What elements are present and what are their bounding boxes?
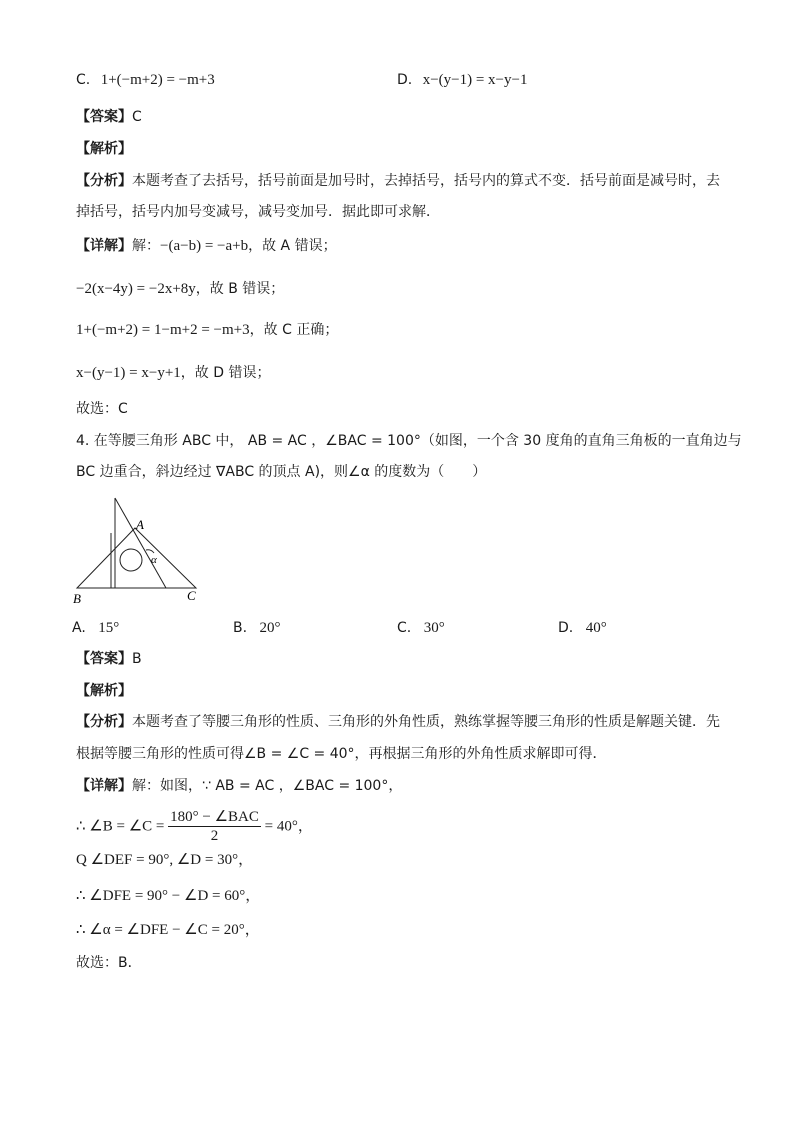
q3-fenxi-text1: 本题考查了去括号，括号前面是加号时，去掉括号，括号内的算式不变．括号前面是减号时，去	[132, 173, 720, 189]
q4-option-b-value: 20°	[259, 620, 281, 636]
q4-step4-text: ∴ ∠DFE = 90° − ∠D = 60°，	[76, 888, 261, 904]
q4-step1-text: 解：如图，∵ AB = AC ，∠BAC = 100°，	[132, 778, 403, 794]
q4-option-a	[72, 618, 119, 638]
q4-step5	[76, 920, 260, 940]
q3-conclusion	[76, 399, 128, 419]
q3-step2-expr: −2(x−4y) = −2x+8y	[76, 281, 196, 297]
label-a: A	[136, 517, 144, 532]
q3-step4	[76, 363, 270, 383]
label-c: C	[187, 588, 196, 603]
q4-conclusion	[76, 953, 142, 973]
q4-fenxi-line2	[76, 744, 607, 764]
q4-conclusion-text: 故选：B．	[76, 955, 142, 971]
set-square-hole	[120, 549, 142, 571]
q4-answer-tag: 【答案】	[76, 651, 132, 667]
q4-option-d-label: D.	[558, 620, 574, 636]
q3-fenxi-line2	[76, 202, 440, 222]
q3-step1-text: ，故 A 错误；	[248, 238, 337, 254]
label-alpha: α	[151, 554, 157, 566]
q4-stem-line1	[76, 431, 742, 451]
q4-step2-fraction	[168, 808, 261, 845]
q3-step1-prefix: 解：	[132, 238, 160, 254]
q4-fenxi-line1	[76, 712, 720, 732]
triangle-abc	[77, 528, 196, 588]
label-b: B	[73, 591, 81, 606]
q3-step3	[76, 320, 338, 340]
q3-option-d-label: D.	[397, 72, 413, 88]
q3-analysis-tag: 【解析】	[76, 141, 132, 157]
q4-answer	[76, 649, 142, 669]
q4-step5-text: ∴ ∠α = ∠DFE − ∠C = 20°，	[76, 922, 260, 938]
q3-xiangjie-tag: 【详解】	[76, 238, 132, 254]
q4-stem-line2	[76, 462, 486, 482]
q4-step2-suffix: = 40°，	[260, 818, 313, 835]
q4-option-d	[558, 618, 607, 638]
q4-fenxi-tag: 【分析】	[76, 714, 132, 730]
q4-answer-value: B	[132, 651, 142, 667]
q4-step3	[76, 850, 253, 870]
q4-step1	[76, 776, 402, 796]
q4-option-a-value: 15°	[98, 620, 120, 636]
q3-step2	[76, 279, 284, 299]
q3-step1-expr: −(a−b) = −a+b	[160, 238, 249, 254]
q3-option-c-expr: 1+(−m+2) = −m+3	[100, 72, 215, 88]
q3-fenxi-text2: 掉括号，括号内加号变减号，减号变加号．据此即可求解．	[76, 204, 440, 220]
q3-analysis-heading	[76, 139, 132, 159]
q4-figure	[70, 493, 210, 608]
q4-stem-text1: 4. 在等腰三角形 ABC 中， AB = AC ，∠BAC = 100°（如图，一个含 30 度角的直角三角板的一直角边与	[76, 433, 742, 449]
q4-stem-text2: BC 边重合，斜边经过 ∇ABC 的顶点 A)，则∠α 的度数为（ ）	[76, 464, 487, 480]
q4-fenxi-text2: 根据等腰三角形的性质可得∠B = ∠C = 40°，再根据三角形的外角性质求解即可得．	[76, 746, 607, 762]
q3-step3-text: ，故 C 正确；	[249, 322, 339, 338]
q3-step4-text: ，故 D 错误；	[180, 365, 271, 381]
q4-step3-text: Q ∠DEF = 90°, ∠D = 30°，	[76, 852, 254, 868]
q4-option-a-label: A.	[72, 620, 86, 636]
q3-option-c	[76, 70, 215, 90]
q4-step2-denominator: 2	[210, 828, 219, 844]
q3-answer-tag: 【答案】	[76, 109, 132, 125]
q3-answer-value: C	[132, 109, 142, 125]
q3-fenxi-line1	[76, 171, 720, 191]
q4-step2	[76, 808, 313, 845]
q4-fenxi-text1: 本题考查了等腰三角形的性质、三角形的外角性质，熟练掌握等腰三角形的性质是解题关键．先	[132, 714, 720, 730]
q3-step1	[76, 236, 337, 256]
q4-option-d-value: 40°	[585, 620, 607, 636]
q3-option-d	[397, 70, 527, 90]
q4-step4	[76, 886, 260, 906]
q3-step3-expr: 1+(−m+2) = 1−m+2 = −m+3	[76, 322, 250, 338]
q4-analysis-heading	[76, 681, 132, 701]
q4-xiangjie-tag: 【详解】	[76, 778, 132, 794]
q4-option-c-value: 30°	[423, 620, 445, 636]
set-square-hypotenuse	[115, 498, 166, 588]
q3-option-d-expr: x−(y−1) = x−y−1	[422, 72, 528, 88]
q4-option-c-label: C.	[397, 620, 412, 636]
q4-step2-numerator: 180° − ∠BAC	[170, 809, 259, 825]
q3-option-c-label: C.	[76, 72, 91, 88]
q3-step2-text: ，故 B 错误；	[195, 281, 285, 297]
q4-option-b	[233, 618, 281, 638]
q4-option-c	[397, 618, 445, 638]
q3-fenxi-tag: 【分析】	[76, 173, 132, 189]
q3-step4-expr: x−(y−1) = x−y+1	[76, 365, 181, 381]
q3-conclusion-text: 故选：C	[76, 401, 128, 417]
alpha-angle-arc	[146, 550, 154, 553]
q4-option-b-label: B.	[233, 620, 248, 636]
q4-analysis-tag: 【解析】	[76, 683, 132, 699]
q3-answer	[76, 107, 142, 127]
q4-step2-prefix: ∴ ∠B = ∠C =	[76, 818, 169, 835]
